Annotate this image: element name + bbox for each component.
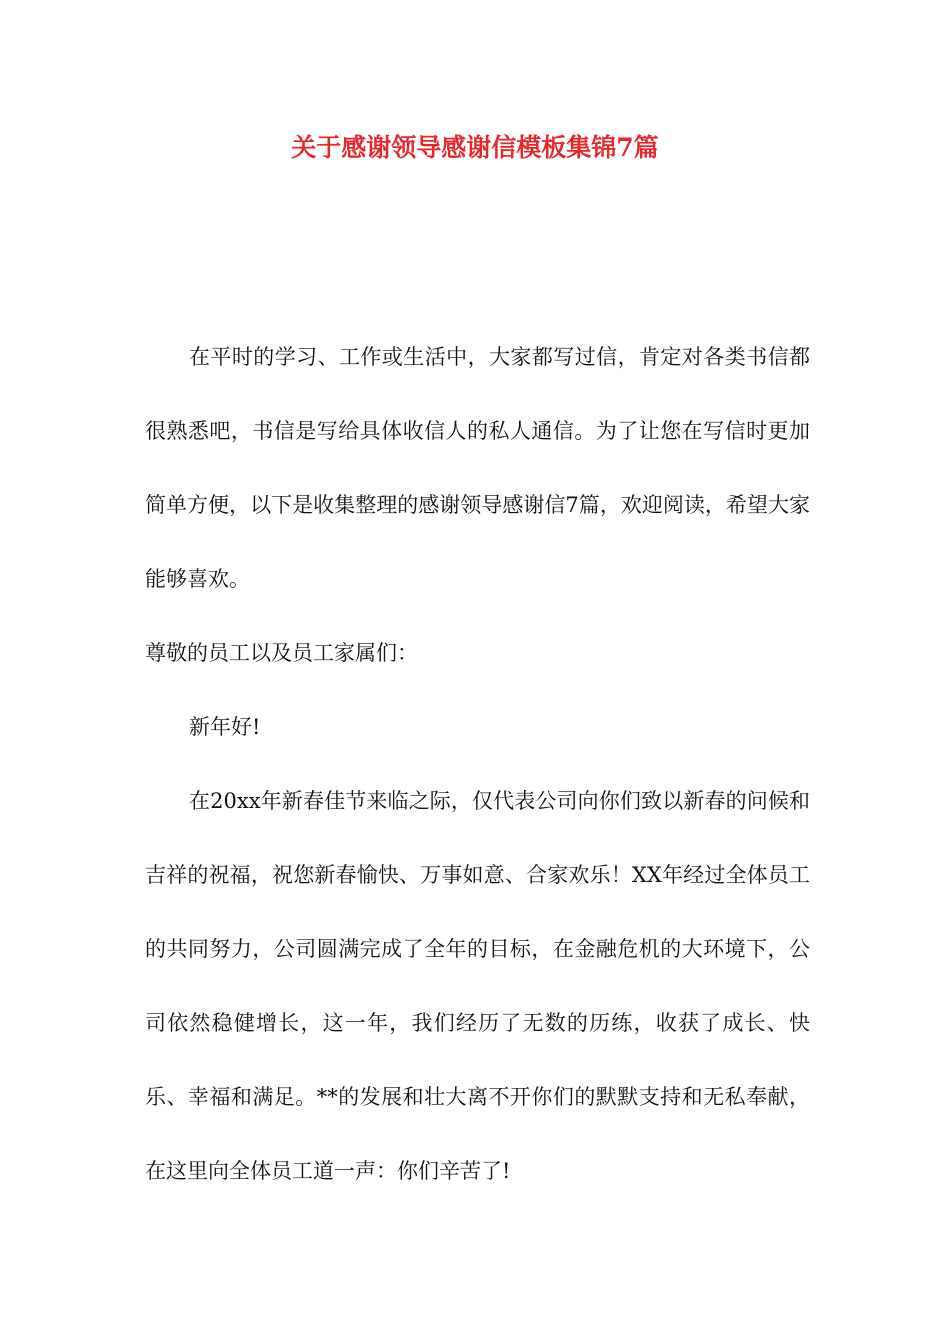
intro-paragraph: 在平时的学习、工作或生活中，大家都写过信，肯定对各类书信都很熟悉吧，书信是写给具体收信人的私人通信。为了让您在写信时更加简单方便，以下是收集整理的感谢领导感谢信7篇，欢迎阅读，希望大家能够喜欢。 (145, 345, 810, 591)
document-title: 关于感谢领导感谢信模板集锦7篇 (291, 133, 659, 162)
letter-paragraph: 在20xx年新春佳节来临之际，仅代表公司向你们致以新春的问候和吉祥的祝福，祝您新春愉快、万事如意、合家欢乐！XX年经过全体员工的共同努力，公司圆满完成了全年的目标，在金融危机的大环境下，公司依然稳健增长，这一年，我们经历了无数的历练，收获了成长、快乐、幸福和满足。**的发展和壮大离不开你们的默默支持和无私奉献，在这里向全体员工道一声：你们辛苦了! (145, 789, 810, 1183)
document-body (145, 320, 810, 1208)
salutation: 尊敬的员工以及员工家属们： (145, 641, 418, 665)
greeting: 新年好! (189, 715, 261, 739)
